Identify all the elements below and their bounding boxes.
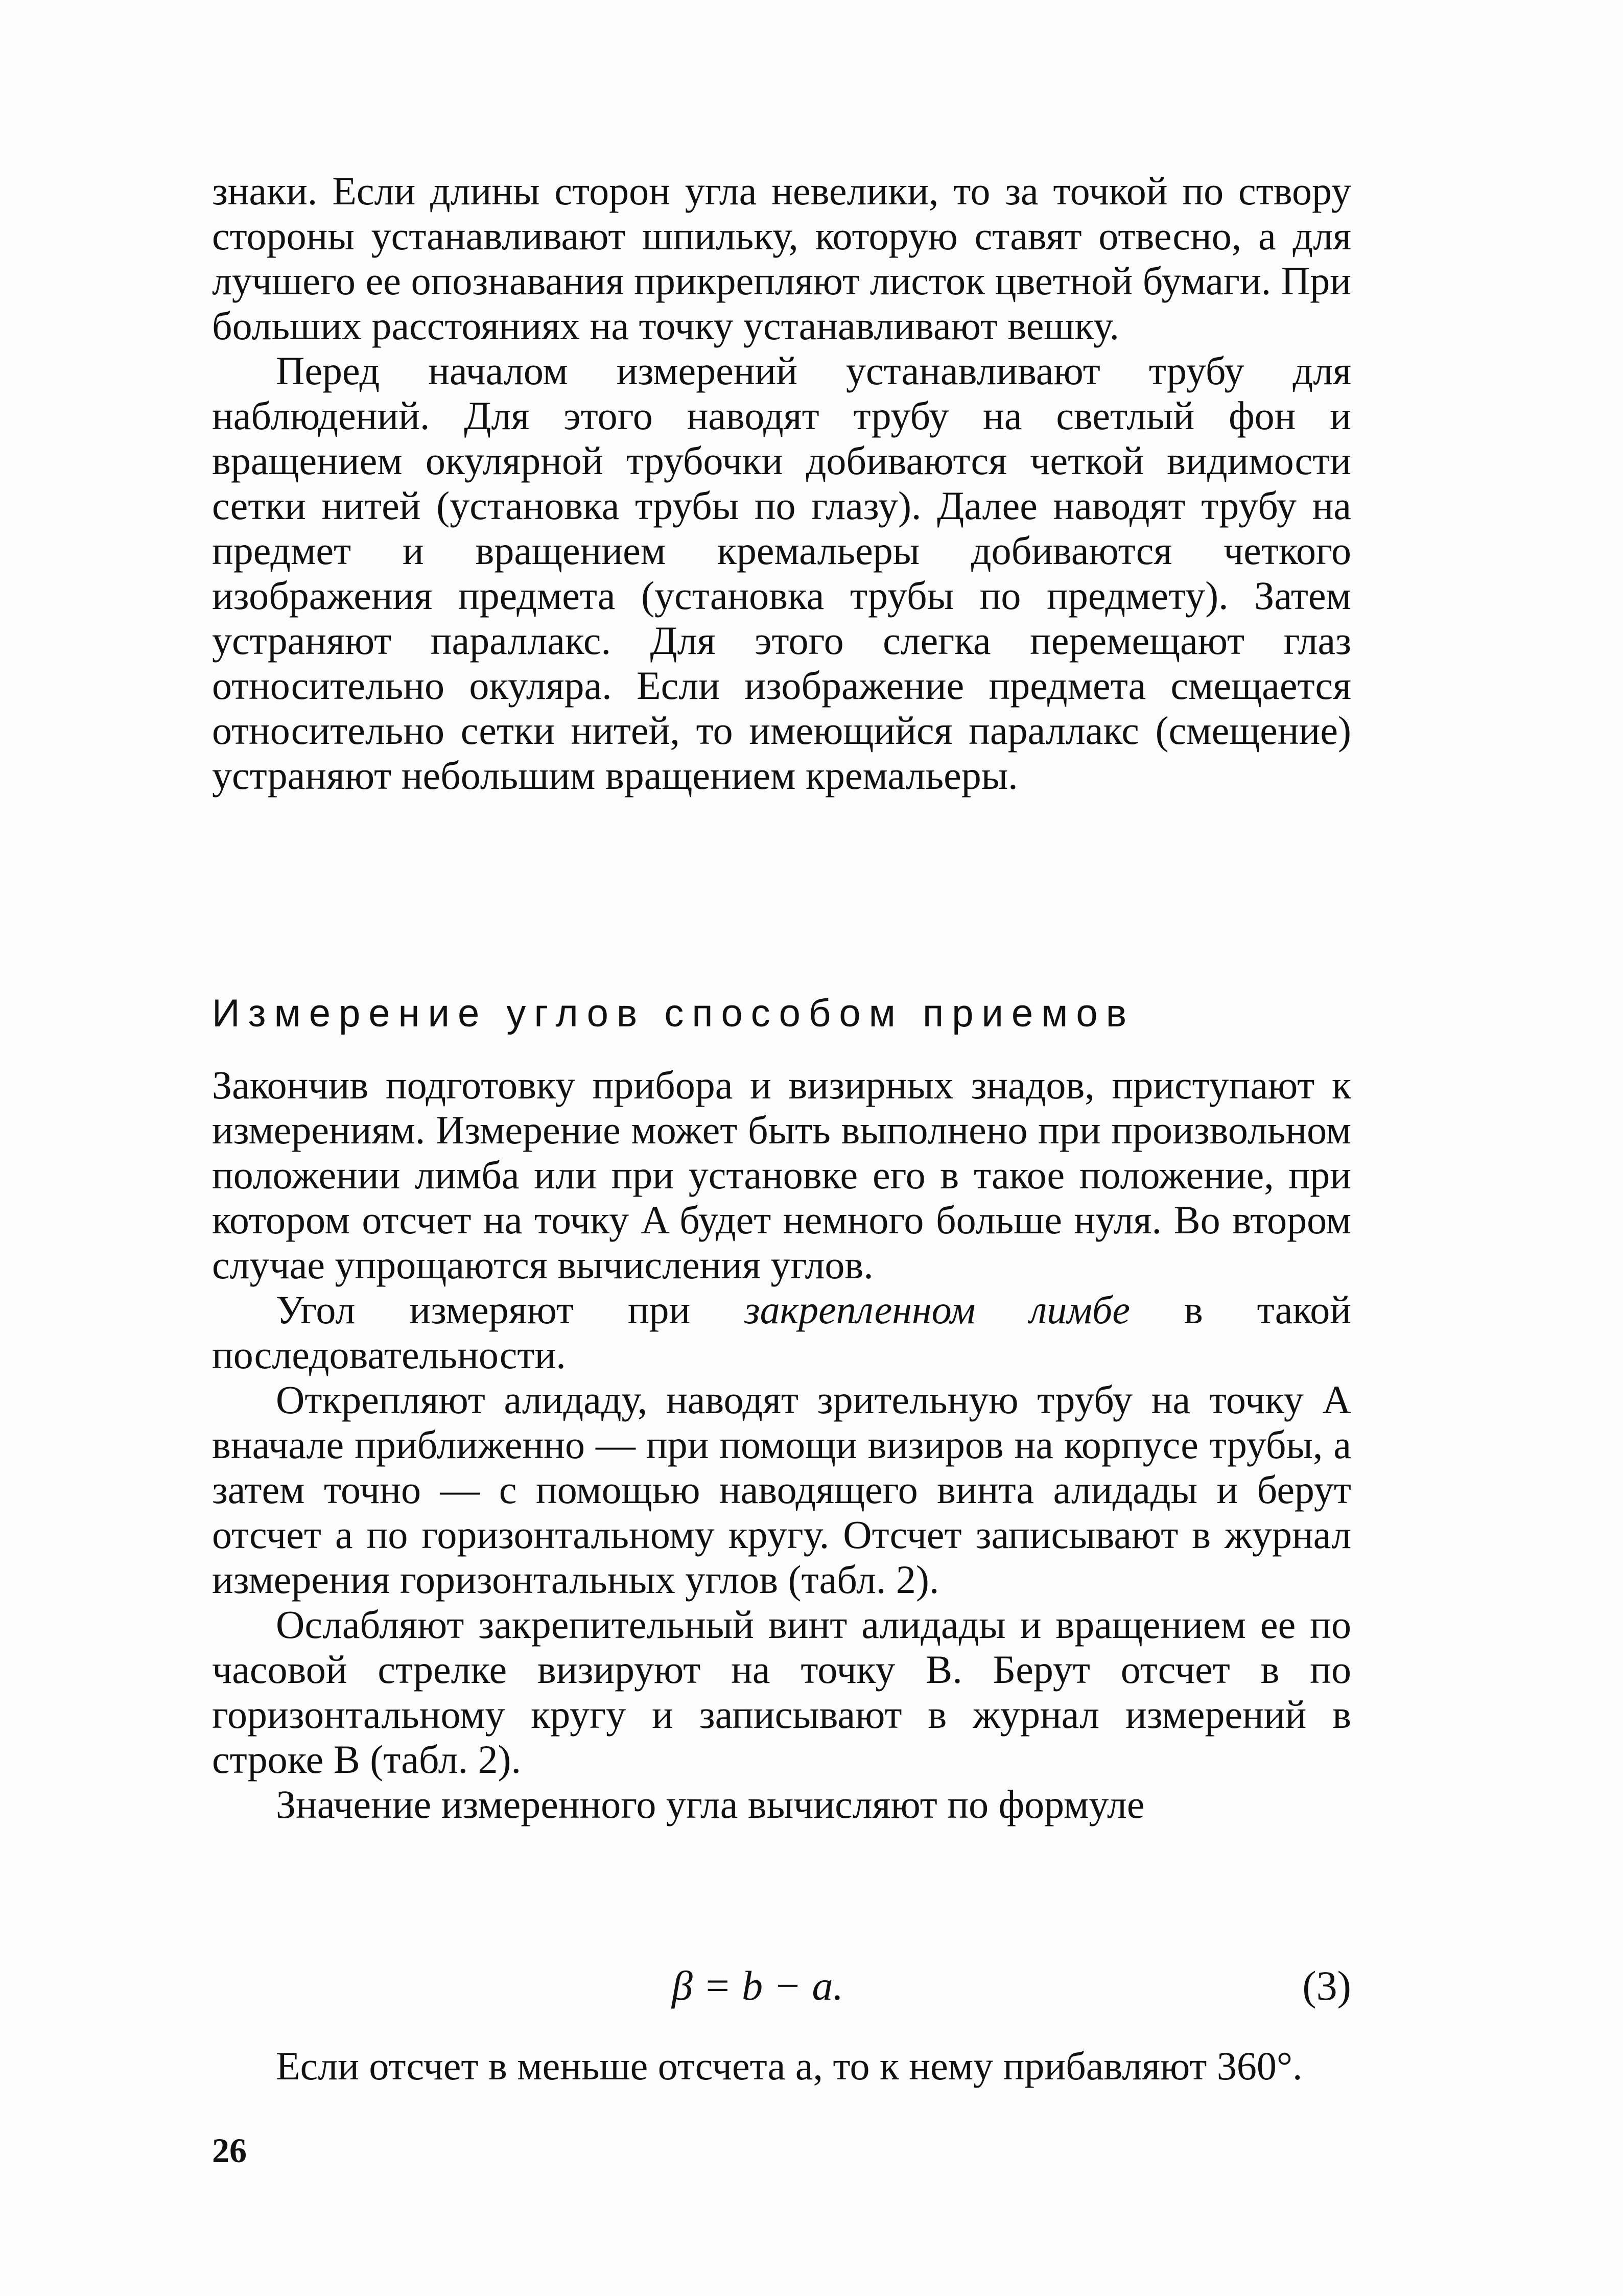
paragraph-intro: знаки. Если длины сторон угла невелики, то за точкой по створу стороны устанавливают шпильку, которую ставят отвесно, а для лучшего ее опознавания прикрепляют листок цветной бумаги. При больших расстояниях на точку устанавливают вешку.: [212, 169, 1351, 348]
italic-term: закрепленном лимбе: [744, 1287, 1131, 1332]
section-1-text: [212, 169, 1351, 798]
formula: β = b − a.: [672, 1962, 844, 2009]
formula-number: (3): [1302, 1962, 1351, 2009]
paragraph-preparation: Закончив подготовку прибора и визирных знадов, приступают к измерениям. Измерение может быть выполнено при произвольном положении лимба или при установке его в такое положение, при котором отсчет на точку A будет немного больше нуля. Во втором случае упрощаются вычисления углов.: [212, 1063, 1351, 1287]
paragraph-alidade: Открепляют алидаду, наводят зрительную трубу на точку A вначале приближенно — при помощи визиров на корпусе трубы, а затем точно — с помощью наводящего винта алидады и берут отсчет a по горизонтальному кругу. Отсчет записывают в журнал измерения горизонтальных углов (табл. 2).: [212, 1377, 1351, 1602]
section-2-text: [212, 1063, 1351, 1827]
paragraph-tube-setup: Перед началом измерений устанавливают трубу для наблюдений. Для этого наводят трубу на светлый фон и вращением окулярной трубочки добиваются четкой видимости сетки нитей (установка трубы по глазу). Далее наводят трубу на предмет и вращением кремальеры добиваются четкого изображения предмета (установка трубы по предмету). Затем устраняют параллакс. Для этого слегка перемещают глаз относительно окуляра. Если изображение предмета смещается относительно сетки нитей, то имеющийся параллакс (смещение) устраняют небольшим вращением кремальеры.: [212, 348, 1351, 798]
section-heading: Измерение углов способом приемов: [212, 992, 1135, 1035]
paragraph-fixed-limb: [212, 1287, 1351, 1377]
text-fragment: Угол измеряют при: [276, 1287, 745, 1332]
formula-row: [212, 1962, 1351, 2013]
text-fragment: в такой последовательности.: [212, 1287, 1351, 1377]
paragraph-rotate: Ослабляют закрепительный винт алидады и вращением ее по часовой стрелке визируют на точку B. Берут отсчет в по горизонтальному кругу и записывают в журнал измерений в строке B (табл. 2).: [212, 1602, 1351, 1782]
section-2-closing: [212, 2044, 1351, 2089]
paragraph-formula-intro: Значение измеренного угла вычисляют по формуле: [276, 1782, 1145, 1826]
paragraph-add-360: Если отсчет в меньше отсчета a, то к нему прибавляют 360°.: [276, 2044, 1303, 2088]
page-number: 26: [212, 2131, 247, 2170]
